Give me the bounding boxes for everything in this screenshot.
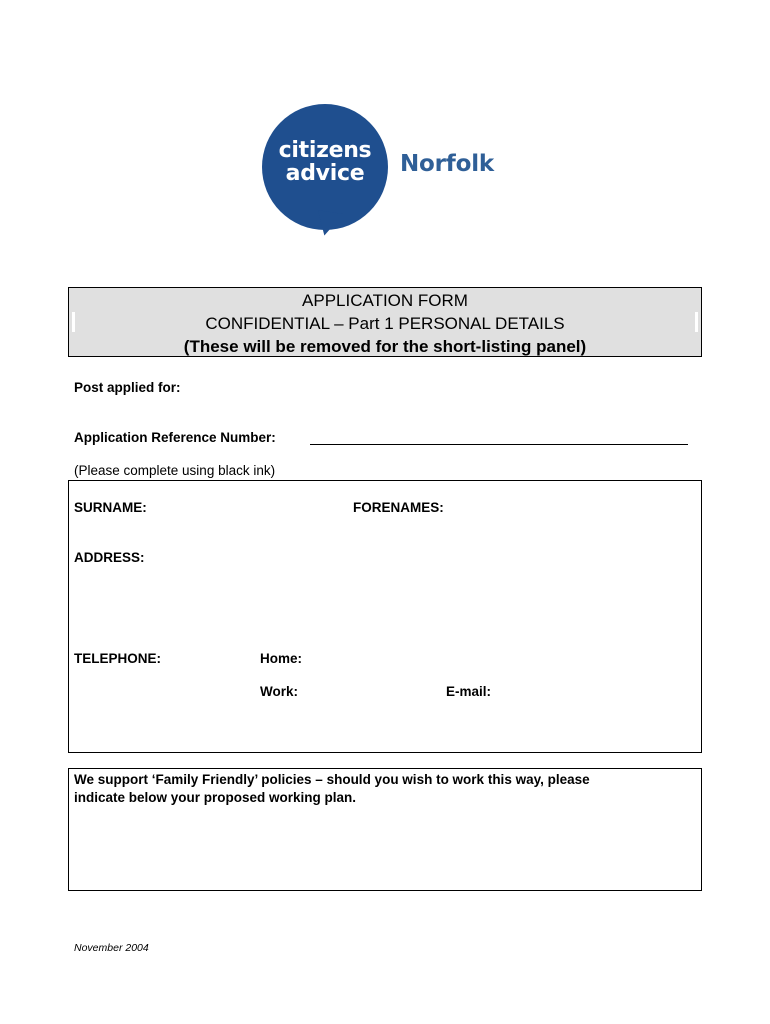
- family-friendly-text-line-1: We support ‘Family Friendly’ policies – should you wish to work this way, please: [74, 772, 590, 787]
- home-phone-label: Home:: [260, 651, 303, 666]
- citizens-advice-logo: [262, 104, 512, 239]
- reference-number-label: Application Reference Number:: [74, 430, 276, 445]
- post-applied-label: Post applied for:: [74, 380, 181, 395]
- ink-instruction: (Please complete using black ink): [74, 463, 276, 478]
- telephone-label: TELEPHONE:: [74, 651, 162, 666]
- logo-region: Norfolk: [400, 151, 494, 177]
- work-phone-label: Work:: [260, 684, 299, 699]
- personal-details-box[interactable]: [68, 480, 702, 753]
- form-header-note: (These will be removed for the short-listing panel): [183, 337, 587, 356]
- address-label: ADDRESS:: [74, 550, 145, 565]
- header-marker-right: [695, 312, 698, 332]
- logo-wordmark: [262, 139, 388, 185]
- reference-number-field[interactable]: [310, 444, 688, 445]
- forenames-label: FORENAMES:: [353, 500, 444, 515]
- logo-line-1: citizens: [278, 138, 372, 163]
- surname-label: SURNAME:: [74, 500, 147, 515]
- form-title: APPLICATION FORM: [302, 291, 468, 310]
- logo-line-2: advice: [285, 161, 365, 186]
- form-header: [68, 287, 702, 357]
- family-friendly-text-line-2: indicate below your proposed working plan.: [74, 790, 357, 805]
- speech-bubble-tail: [314, 210, 343, 237]
- footer-date: November 2004: [74, 942, 149, 954]
- header-marker-left: [72, 312, 75, 332]
- email-label: E-mail:: [446, 684, 492, 699]
- form-subtitle: CONFIDENTIAL – Part 1 PERSONAL DETAILS: [205, 314, 565, 333]
